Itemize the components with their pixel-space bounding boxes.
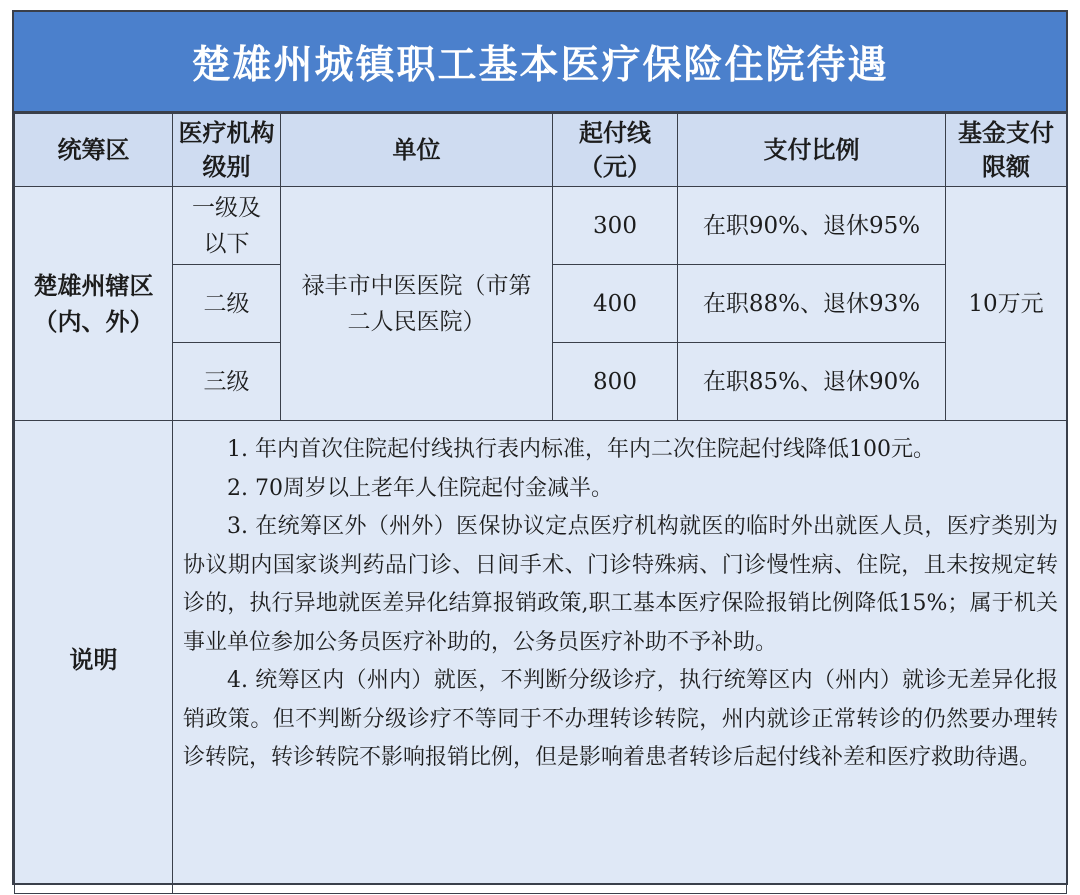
header-region: 统筹区 [15,114,173,187]
ratio-cell: 在职88%、退休93% [678,265,946,343]
level-cell: 二级 [173,265,281,343]
header-unit: 单位 [281,114,553,187]
table-header-row [15,114,1067,187]
notes-body [173,421,1067,894]
header-threshold: 起付线（元） [553,114,678,187]
header-ratio: 支付比例 [678,114,946,187]
threshold-cell: 800 [553,343,678,421]
ratio-cell: 在职85%、退休90% [678,343,946,421]
unit-cell: 禄丰市中医医院（市第二人民医院） [281,187,553,421]
level-cell: 一级及以下 [173,187,281,265]
table-row [15,187,1067,265]
level-cell: 三级 [173,343,281,421]
threshold-cell: 300 [553,187,678,265]
region-cell: 楚雄州辖区（内、外） [15,187,173,421]
header-level: 医疗机构级别 [173,114,281,187]
limit-cell: 10万元 [946,187,1067,421]
notes-label: 说明 [15,421,173,894]
note-item: 1. 年内首次住院起付线执行表内标准，年内二次住院起付线降低100元。 [227,437,935,462]
page-title: 楚雄州城镇职工基本医疗保险住院待遇 [14,12,1066,113]
ratio-cell: 在职90%、退休95% [678,187,946,265]
note-item: 3. 在统筹区外（州外）医保协议定点医疗机构就医的临时外出就医人员，医疗类别为协议期内国家谈判药品门诊、日间手术、门诊特殊病、门诊慢性病、住院，且未按规定转诊的，执行异地就医差异化结算报销政策,职工基本医疗保险报销比例降低15%；属于机关事业单位参加公务员医疗补助的，公务员医疗补助不予补助。 [183,514,1058,655]
benefit-table [14,113,1067,894]
note-item: 4. 统筹区内（州内）就医，不判断分级诊疗，执行统筹区内（州内）就诊无差异化报销政策。但不判断分级诊疗不等同于不办理转诊转院，州内就诊正常转诊的仍然要办理转诊转院，转诊转院不影响报销比例，但是影响着患者转诊后起付线补差和医疗救助待遇。 [183,668,1058,770]
header-limit: 基金支付限额 [946,114,1067,187]
notes-row [15,421,1067,894]
threshold-cell: 400 [553,265,678,343]
insurance-table-sheet [12,10,1068,885]
note-item: 2. 70周岁以上老年人住院起付金减半。 [227,475,613,501]
